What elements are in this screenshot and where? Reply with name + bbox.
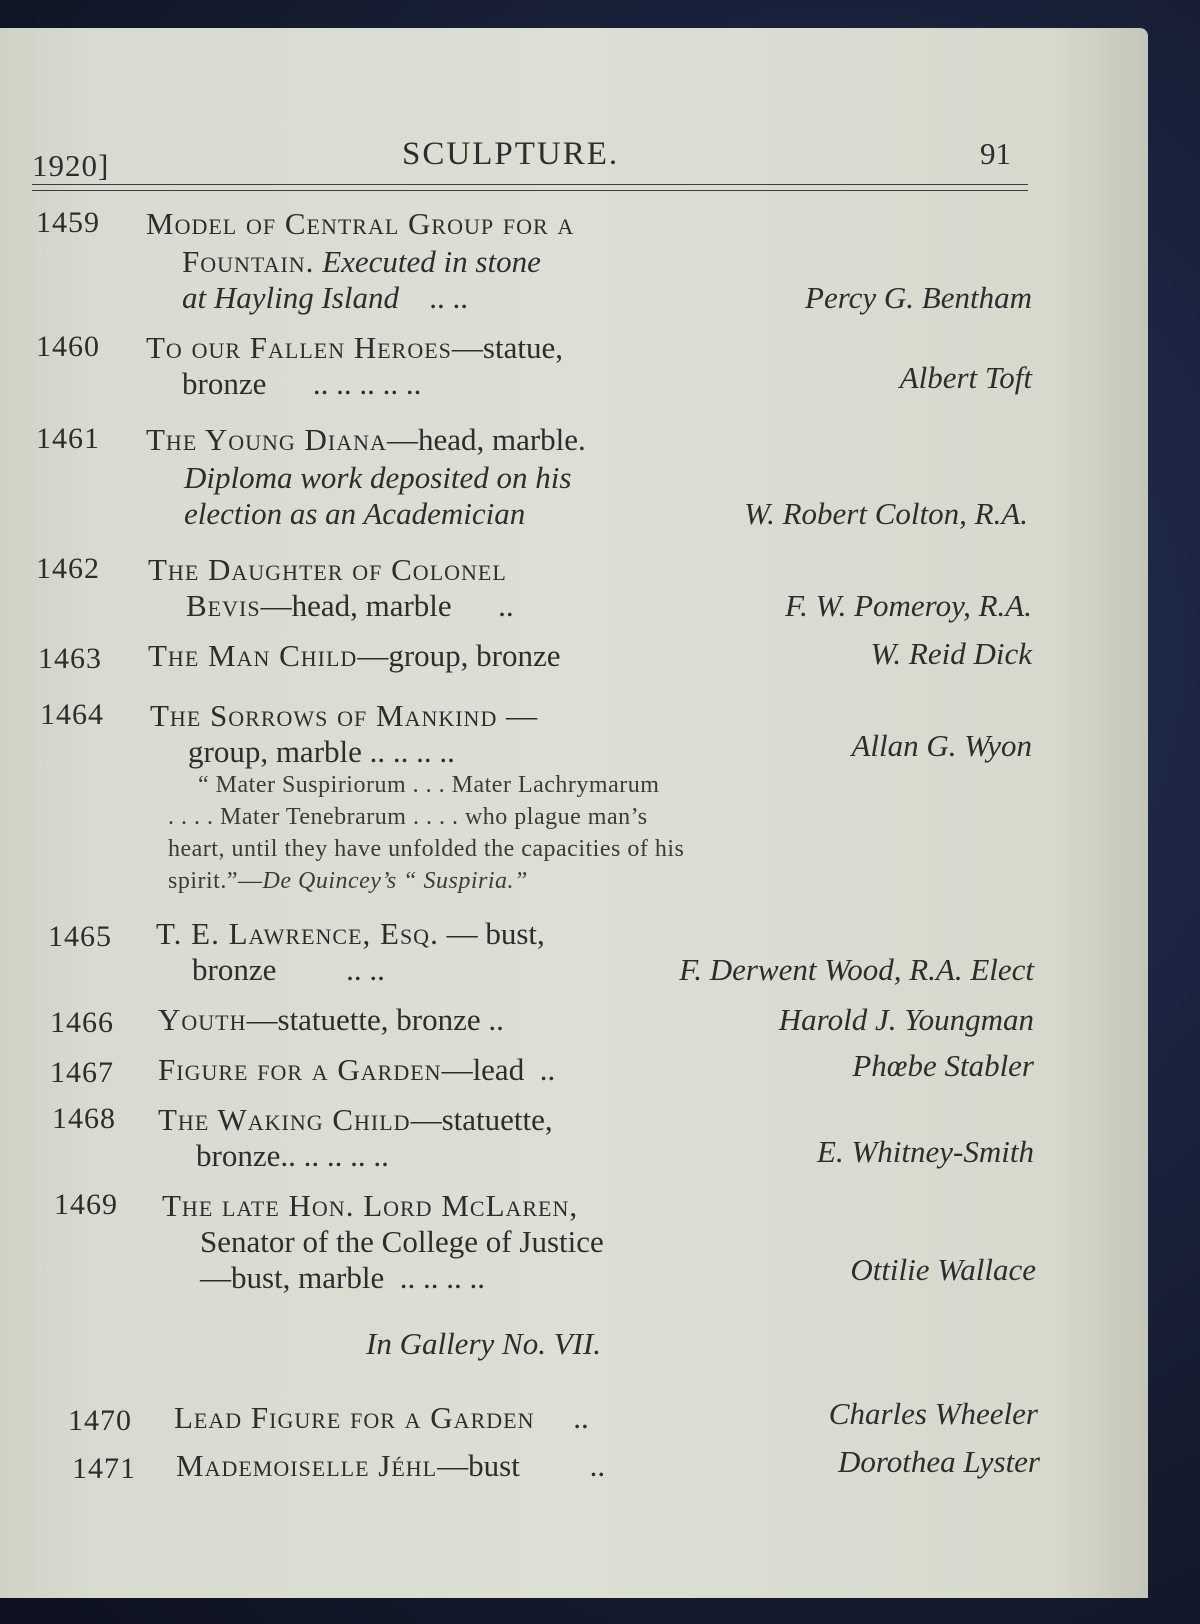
page-header	[32, 136, 1032, 186]
gallery-subheading: In Gallery No. VII.	[366, 1326, 602, 1361]
catalogue-entry	[50, 1002, 1034, 1042]
entry-note: election as an Academician	[184, 496, 526, 531]
entry-number: 1466	[50, 1006, 114, 1039]
artist-name: Albert Toft	[899, 360, 1032, 395]
entry-number: 1471	[72, 1452, 136, 1485]
catalogue-entry	[38, 638, 1032, 678]
artist-name: E. Whitney-Smith	[817, 1134, 1034, 1169]
catalogue-entry	[36, 552, 1032, 632]
entry-detail: Senator of the College of Justice	[200, 1224, 604, 1259]
artist-name: W. Robert Colton, R.A.	[744, 496, 1028, 531]
entry-detail: Bevis—head, marble ..	[186, 588, 514, 623]
catalogue-entry	[68, 1396, 1038, 1440]
quote-line: . . . . Mater Tenebrarum . . . . who plague man’s	[168, 804, 648, 830]
entry-number: 1461	[36, 422, 100, 455]
header-rule-top	[32, 184, 1028, 185]
entry-number: 1469	[54, 1188, 118, 1221]
entry-detail: bronze .. .. .. .. ..	[182, 366, 422, 401]
entry-title: Model of Central Group for a	[146, 206, 575, 241]
quote-line: “ Mater Suspiriorum . . . Mater Lachrymarum	[198, 772, 660, 798]
catalogue-entry	[72, 1444, 1040, 1488]
entry-line: Fountain. Executed in stone	[182, 244, 541, 279]
entry-title: Lead Figure for a Garden ..	[174, 1400, 589, 1435]
entry-title: Youth—statuette, bronze ..	[158, 1002, 504, 1037]
artist-name: Ottilie Wallace	[850, 1252, 1036, 1287]
artist-name: F. W. Pomeroy, R.A.	[785, 588, 1032, 623]
entry-number: 1459	[36, 206, 100, 239]
entry-title: The Waking Child—statuette,	[158, 1102, 553, 1137]
artist-name: W. Reid Dick	[870, 636, 1032, 671]
catalogue-entry	[52, 1102, 1034, 1182]
catalogue-entry	[48, 916, 1034, 996]
entry-title: T. E. Lawrence, Esq. — bust,	[156, 916, 545, 951]
catalogue-entry	[36, 422, 1032, 542]
entry-title: The late Hon. Lord McLaren,	[162, 1188, 579, 1223]
entry-title: The Man Child—group, bronze	[148, 638, 561, 673]
entry-number: 1467	[50, 1056, 114, 1089]
catalogue-entry	[36, 206, 1032, 326]
entry-detail: —bust, marble .. .. .. ..	[200, 1260, 485, 1295]
entry-number: 1464	[40, 698, 104, 731]
artist-name: Phœbe Stabler	[852, 1048, 1034, 1083]
entry-detail: group, marble .. .. .. ..	[188, 734, 455, 769]
artist-name: Charles Wheeler	[828, 1396, 1038, 1431]
entry-title: To our Fallen Heroes—statue,	[146, 330, 563, 365]
artist-name: Dorothea Lyster	[838, 1444, 1040, 1479]
catalogue-entry	[36, 330, 1032, 410]
entry-title: The Sorrows of Mankind —	[150, 698, 539, 733]
artist-name: Harold J. Youngman	[778, 1002, 1034, 1037]
entry-note: Diploma work deposited on his	[184, 460, 572, 495]
entry-title: The Young Diana—head, marble.	[146, 422, 586, 457]
entry-number: 1462	[36, 552, 100, 585]
quote-line: heart, until they have unfolded the capacities of his	[168, 836, 685, 862]
book-page	[0, 28, 1148, 1598]
entry-number: 1468	[52, 1102, 116, 1135]
header-rule-bottom	[32, 190, 1028, 191]
entry-number: 1470	[68, 1404, 132, 1437]
artist-name: F. Derwent Wood, R.A. Elect	[679, 952, 1034, 987]
entry-detail: bronze .. ..	[192, 952, 385, 987]
entry-detail: at Hayling Island .. ..	[182, 280, 469, 315]
entry-number: 1460	[36, 330, 100, 363]
entry-title: The Daughter of Colonel	[148, 552, 507, 587]
entry-title: Figure for a Garden—lead ..	[158, 1052, 556, 1087]
artist-name: Allan G. Wyon	[851, 728, 1032, 763]
catalogue-entry	[40, 698, 1032, 778]
epigraph-quote	[168, 772, 888, 902]
page-title: SCULPTURE.	[402, 136, 620, 172]
catalogue-entry	[54, 1188, 1036, 1308]
entry-detail: bronze.. .. .. .. ..	[196, 1138, 389, 1173]
entry-number: 1463	[38, 642, 102, 675]
quote-line: spirit.”—De Quincey’s “ Suspiria.”	[168, 868, 528, 894]
entry-title: Mademoiselle Jéhl—bust ..	[176, 1448, 606, 1483]
entry-number: 1465	[48, 920, 112, 953]
artist-name: Percy G. Bentham	[805, 280, 1032, 315]
header-year: 1920]	[32, 148, 110, 183]
catalogue-entry	[50, 1048, 1034, 1092]
page-number: 91	[980, 136, 1011, 171]
